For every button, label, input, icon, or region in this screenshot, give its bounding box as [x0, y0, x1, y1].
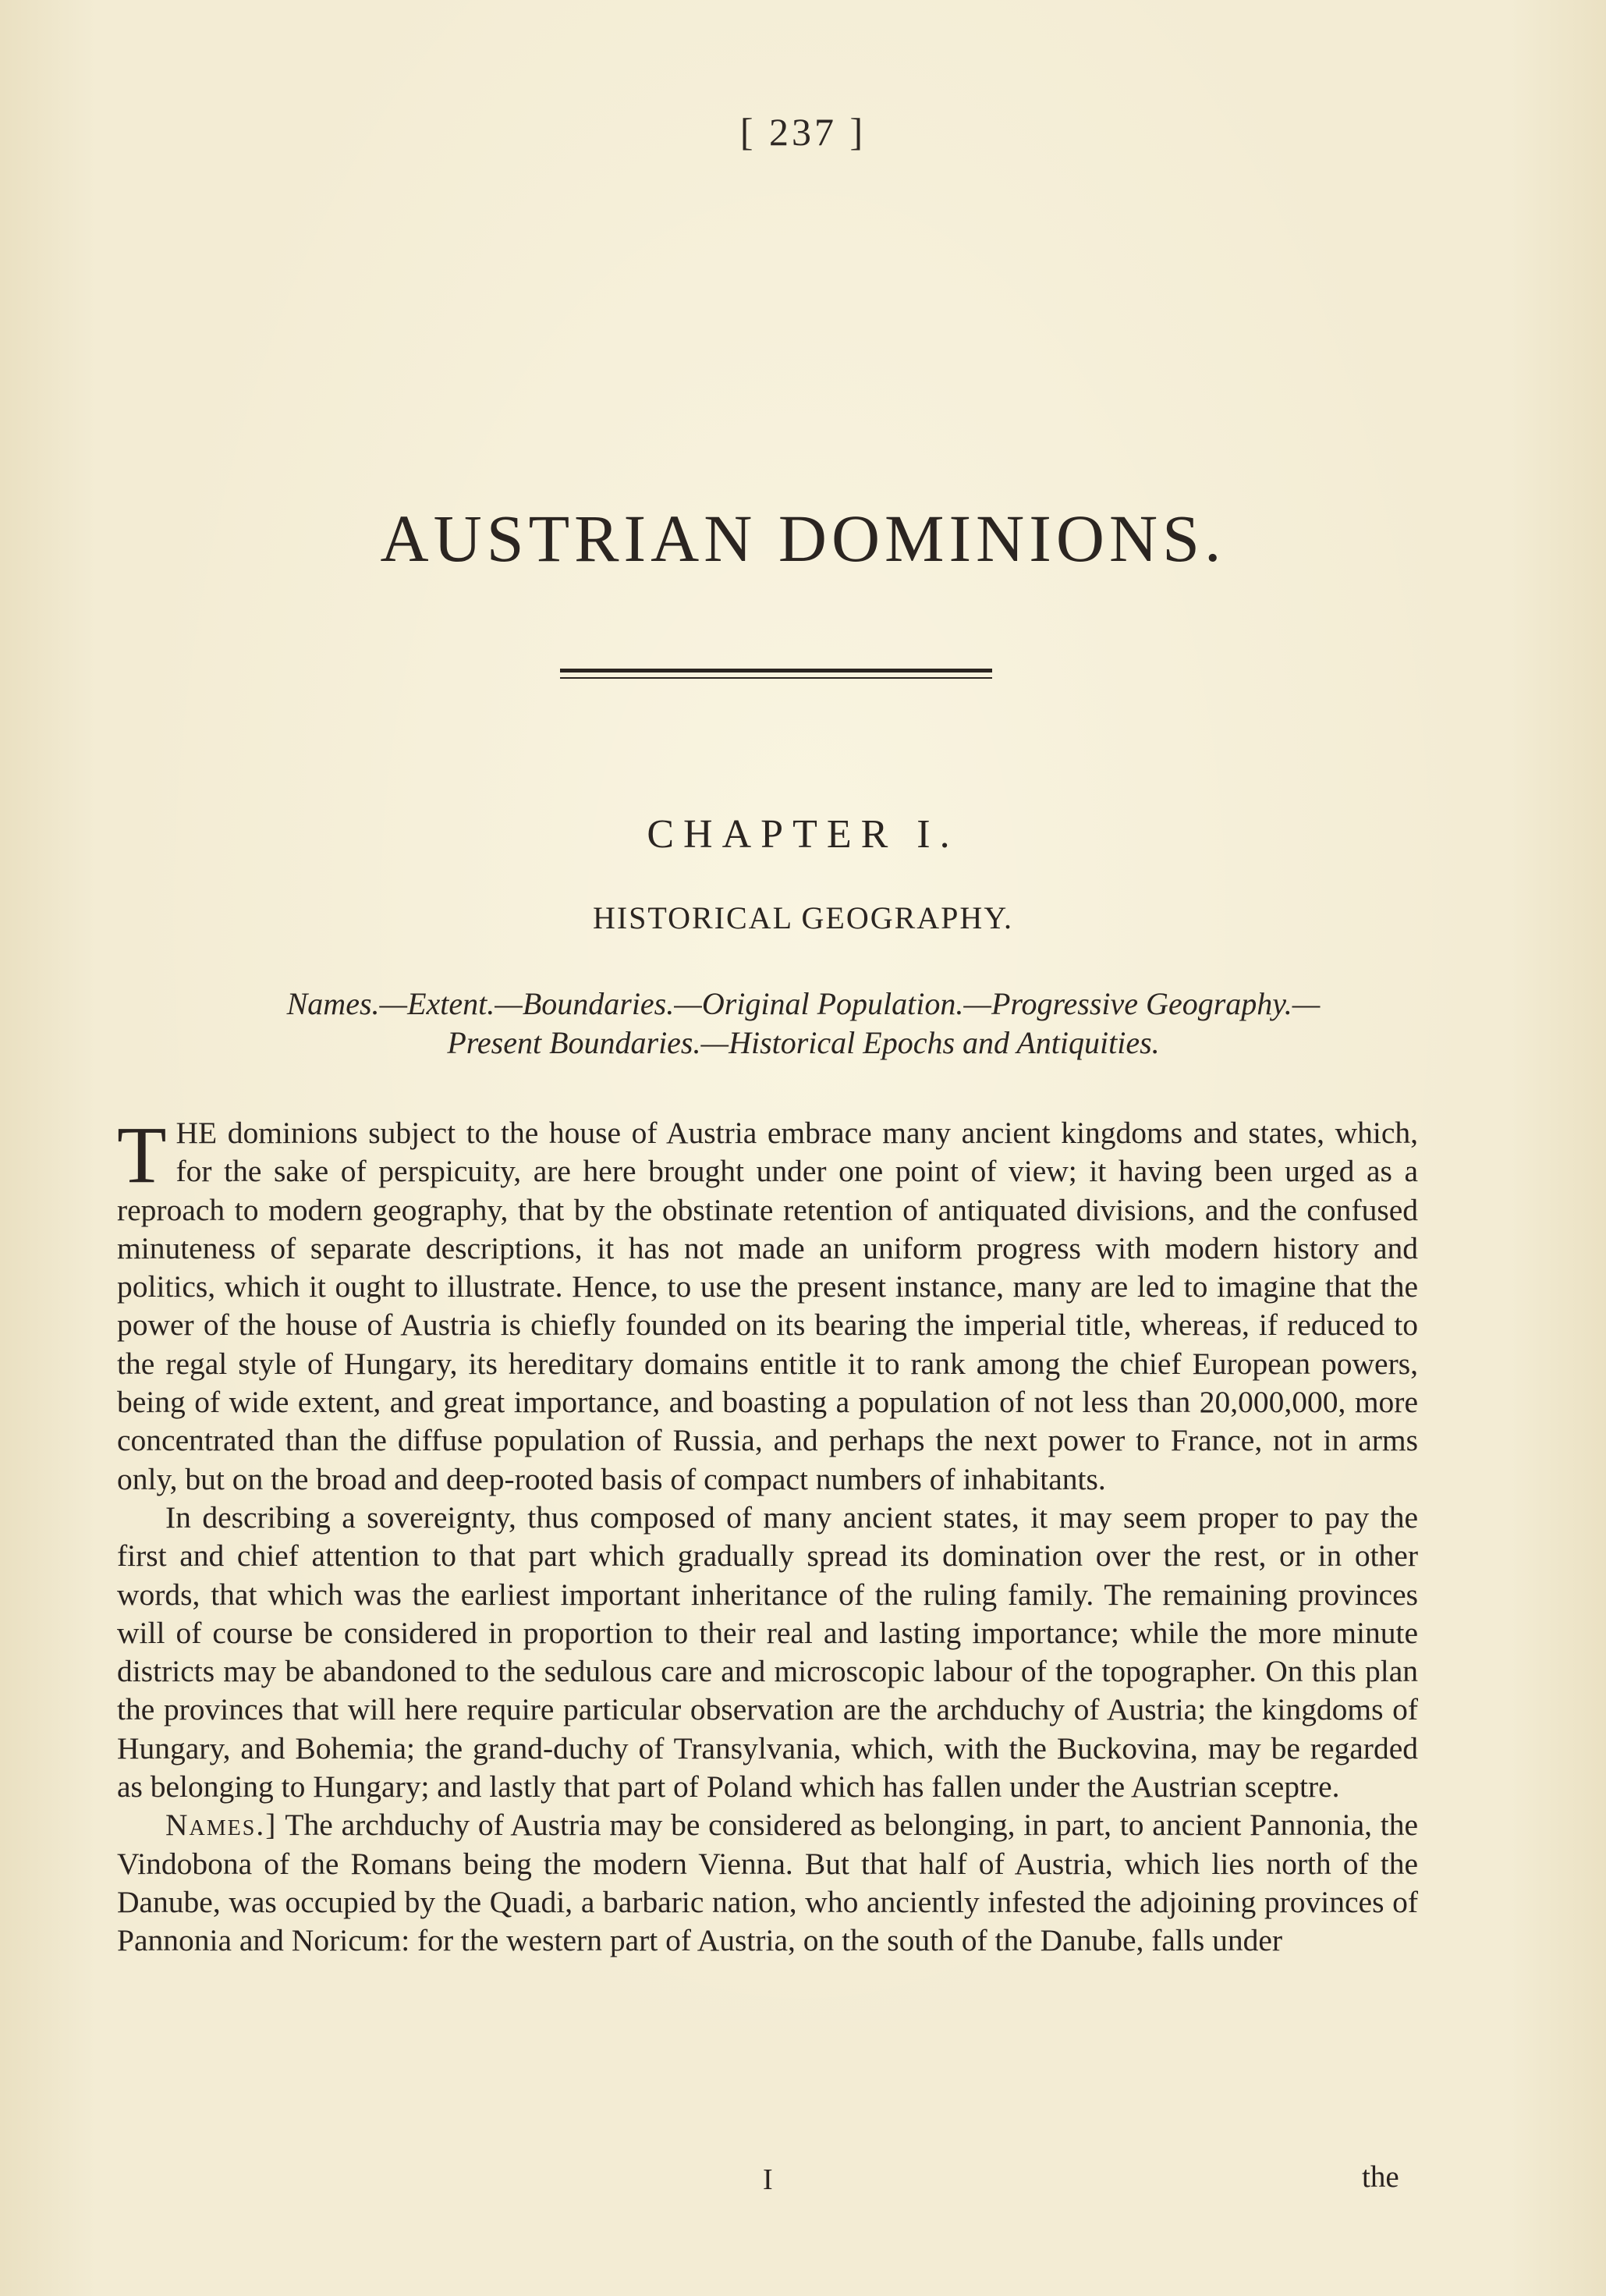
title-rule-thin [560, 677, 992, 679]
catchword: the [1362, 2160, 1399, 2194]
page-number: [ 237 ] [739, 110, 867, 154]
paragraph-3-text: The archduchy of Austria may be considered as belonging, in part, to ancient Pannonia, the Vindobona of the Romans being the modern Vienna. But that half of Austria, which lies north of the Danube, was occupied by the Quadi, a barbaric nation, who anciently infested the adjoining provinces of Pannonia and Noricum: for the western part of Austria, on the south of the Danube, falls under [117, 1808, 1418, 1958]
paragraph-1-text: HE dominions subject to the house of Austria embrace many ancient kingdoms and states, which, for the sake of perspicuity, are here brought under one point of view; it having been urged as a reproach to modern geography, that by the obstinate retention of antiquated divisions, and the confused minuteness of separate descriptions, it has not made an uniform progress with modern history and politics, which it ought to illustrate. Hence, to use the present instance, many are led to imagine that the power of the house of Austria is chiefly founded on its bearing the imperial title, whereas, if reduced to the regal style of Hungary, its hereditary domains entitle it to rank among the chief European powers, being of wide extent, and great importance, and boasting a population of not less than 20,000,000, more concentrated than the diffuse population of Russia, and perhaps the next power to France, not in arms only, but on the broad and deep-rooted basis of compact numbers of inhabitants. [117, 1116, 1418, 1496]
signature-mark: I [763, 2163, 773, 2196]
side-label-names: Names.] [165, 1808, 278, 1843]
chapter-heading: CHAPTER I. [647, 812, 959, 857]
main-title: AUSTRIAN DOMINIONS. [380, 501, 1226, 576]
paragraph-3 [117, 1806, 1418, 1960]
chapter-subheading: HISTORICAL GEOGRAPHY. [592, 900, 1014, 935]
drop-cap: T [117, 1110, 167, 1200]
contents-line-1: Names.—Extent.—Boundaries.—Original Population.—Progressive Geography.— [286, 986, 1321, 1021]
title-rule-thick [560, 669, 992, 672]
body-text [117, 1110, 1418, 1961]
chapter-contents [94, 985, 1513, 1063]
paragraph-2: In describing a sovereignty, thus composed of many ancient states, it may seem proper to pay the first and chief attention to that part which gradually spread its domination over the rest, or in other words, that which was the earliest important inheritance of the ruling family. The remaining provinces will of course be considered in proportion to their real and lasting importance; while the more minute districts may be abandoned to the sedulous care and microscopic labour of the topographer. On this plan the provinces that will here require particular observation are the archduchy of Austria; the kingdoms of Hungary, and Bohemia; the grand-duchy of Transylvania, which, with the Buckovina, may be regarded as belonging to Hungary; and lastly that part of Poland which has fallen under the Austrian sceptre. [117, 1499, 1418, 1805]
paragraph-1 [117, 1110, 1418, 1499]
contents-line-2: Present Boundaries.—Historical Epochs and Antiquities. [447, 1025, 1160, 1060]
